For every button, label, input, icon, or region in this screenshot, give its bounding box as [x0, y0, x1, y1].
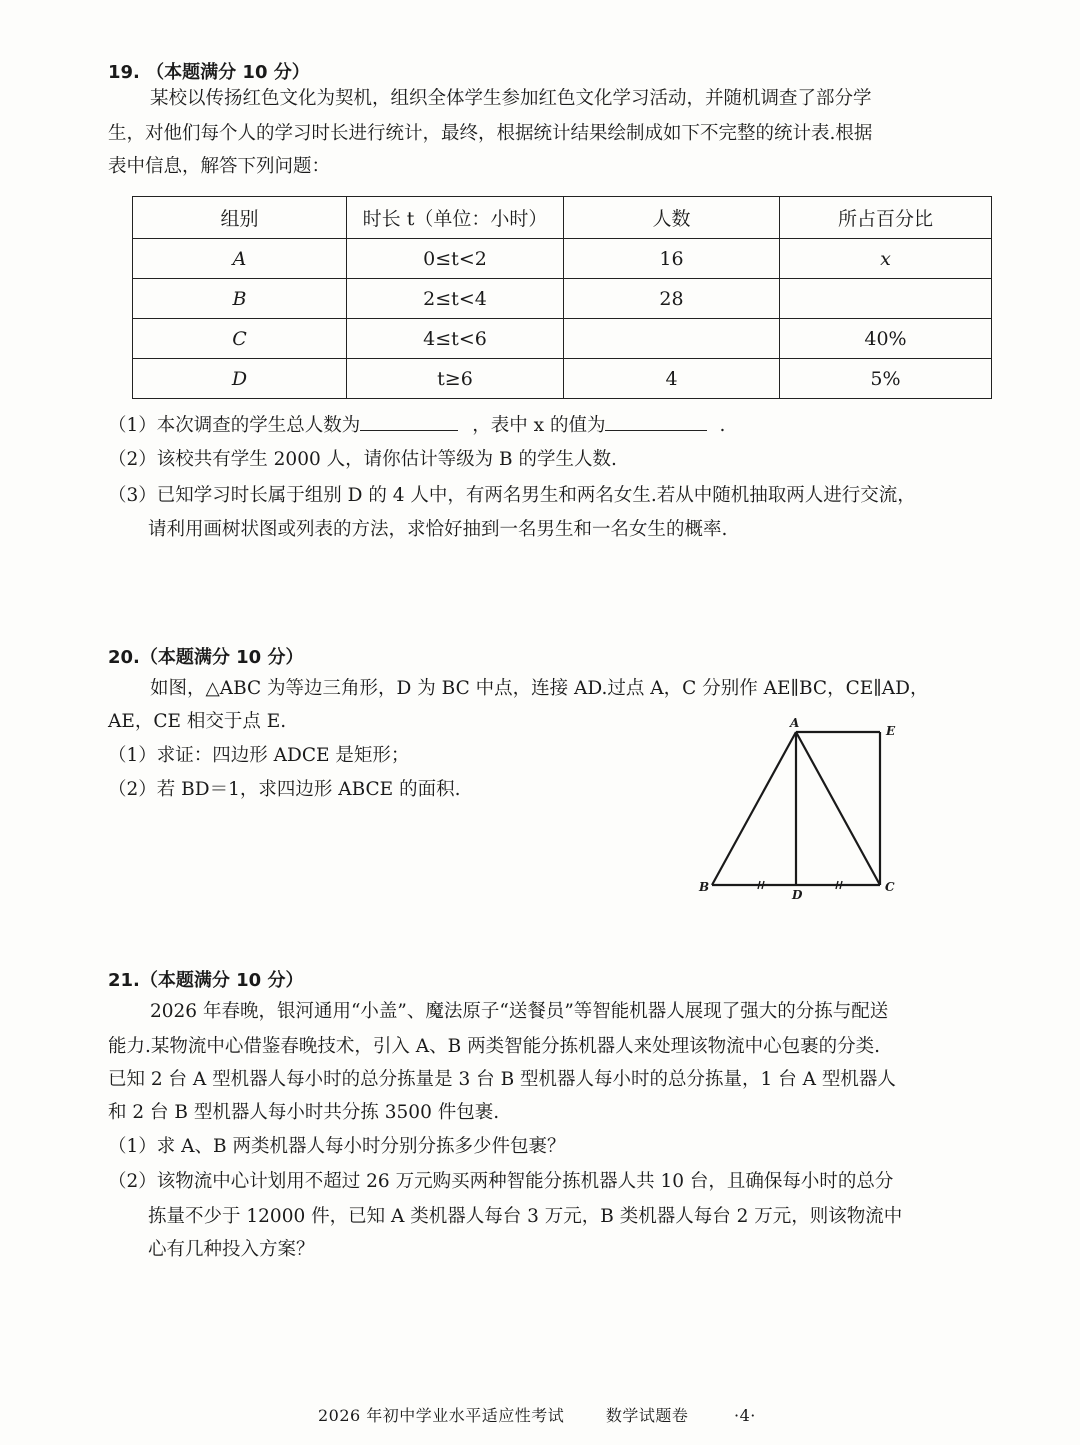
footer-exam-name: 2026 年初中学业水平适应性考试: [318, 1406, 565, 1425]
table-cell: 4: [564, 359, 780, 399]
geometry-figure: [690, 710, 920, 910]
q19-subq2: （2）该校共有学生 2000 人，请你估计等级为 B 的学生人数.: [108, 449, 617, 470]
tick-mark-bd: [758, 881, 760, 889]
table-cell: t≥6: [347, 359, 564, 399]
answer-blank-x[interactable]: [605, 416, 707, 431]
q19-subq1-end: .: [719, 415, 726, 436]
q20-subq2: （2）若 BD＝1，求四边形 ABCE 的面积.: [108, 779, 461, 800]
table-cell: 4≤t<6: [347, 319, 564, 359]
tick-mark-dc-2: [840, 881, 842, 889]
table-cell: x: [780, 239, 992, 279]
q20-title: 20.（本题满分 10 分）: [108, 647, 304, 668]
tick-mark-bd-2: [762, 881, 764, 889]
q20-para-line-1: 如图，△ABC 为等边三角形，D 为 BC 中点，连接 AD.过点 A，C 分别作 AE∥BC，CE∥AD，: [150, 678, 929, 699]
table-row: [133, 319, 992, 359]
footer-page-number: ·4·: [734, 1406, 756, 1425]
table-cell: 0≤t<2: [347, 239, 564, 279]
table-row: [133, 239, 992, 279]
table-cell: A: [133, 239, 347, 279]
table-cell: D: [133, 359, 347, 399]
q21-subq2-line-2: 拣量不少于 12000 件，已知 A 类机器人每台 3 万元，B 类机器人每台 2 万元，则该物流中: [148, 1206, 903, 1227]
q20-para-line-2: AE，CE 相交于点 E.: [108, 711, 287, 732]
segment-ab: [712, 732, 796, 885]
q19-title: 19. （本题满分 10 分）: [108, 62, 310, 83]
table-cell: [564, 319, 780, 359]
q21-subq2-line-3: 心有几种投入方案？: [148, 1239, 315, 1260]
q21-title: 21.（本题满分 10 分）: [108, 970, 304, 991]
label-a: A: [790, 716, 800, 730]
q21-subq2-line-1: （2）该物流中心计划用不超过 26 万元购买两种智能分拣机器人共 10 台，且确保每小时的总分: [108, 1171, 894, 1192]
q19-subq3-line-2: 请利用画树状图或列表的方法，求恰好抽到一名男生和一名女生的概率.: [148, 519, 728, 540]
label-b: B: [699, 880, 710, 894]
label-c: C: [885, 880, 895, 894]
q19-subq3-line-1: （3）已知学习时长属于组别 D 的 4 人中，有两名男生和两名女生.若从中随机抽取两人进行交流，: [108, 485, 916, 506]
q21-para-line-4: 和 2 台 B 型机器人每小时共分拣 3500 件包裹.: [108, 1102, 500, 1123]
q21-subq1: （1）求 A、B 两类机器人每小时分别分拣多少件包裹？: [108, 1136, 566, 1157]
table-cell: B: [133, 279, 347, 319]
table-cell: 16: [564, 239, 780, 279]
table-cell: C: [133, 319, 347, 359]
q19-para-line-1: 某校以传扬红色文化为契机，组织全体学生参加红色文化学习活动，并随机调查了部分学: [150, 88, 872, 109]
tick-mark-dc: [836, 881, 838, 889]
table-header-cell: 人数: [564, 197, 780, 239]
segment-ac: [796, 732, 880, 885]
q19-para-line-2: 生，对他们每个人的学习时长进行统计，最终，根据统计结果绘制成如下不完整的统计表.根据: [108, 123, 873, 144]
q21-para-line-2: 能力.某物流中心借鉴春晚技术，引入 A、B 两类智能分拣机器人来处理该物流中心包裹的分类.: [108, 1036, 880, 1057]
label-e: E: [886, 724, 896, 738]
table-header-cell: 组别: [133, 197, 347, 239]
table-cell: 40%: [780, 319, 992, 359]
label-d: D: [792, 888, 803, 902]
table-header-cell: 时长 t（单位：小时）: [347, 197, 564, 239]
table-row: [133, 359, 992, 399]
q19-subq1-text-b: ，表中 x 的值为: [472, 415, 606, 436]
q20-subq1: （1）求证：四边形 ADCE 是矩形；: [108, 745, 410, 766]
answer-blank-total[interactable]: [360, 416, 458, 431]
footer-paper-name: 数学试题卷: [605, 1406, 689, 1425]
table-cell: 2≤t<4: [347, 279, 564, 319]
table-row: [133, 279, 992, 319]
q21-para-line-1: 2026 年春晚，银河通用“小盖”、魔法原子“送餐员”等智能机器人展现了强大的分拣与配送: [150, 1001, 889, 1022]
page-footer: [318, 1403, 756, 1426]
statistics-table: [132, 196, 992, 399]
table-header-row: [133, 197, 992, 239]
q21-para-line-3: 已知 2 台 A 型机器人每小时的总分拣量是 3 台 B 型机器人每小时的总分拣量，1 台 A 型机器人: [108, 1069, 896, 1090]
table-cell: 5%: [780, 359, 992, 399]
q19-subq1: [108, 416, 725, 436]
q19-subq1-text: （1）本次调查的学生总人数为: [108, 415, 361, 436]
table-cell: [780, 279, 992, 319]
q19-para-line-3: 表中信息，解答下列问题：: [108, 156, 331, 177]
table-cell: 28: [564, 279, 780, 319]
table-header-cell: 所占百分比: [780, 197, 992, 239]
